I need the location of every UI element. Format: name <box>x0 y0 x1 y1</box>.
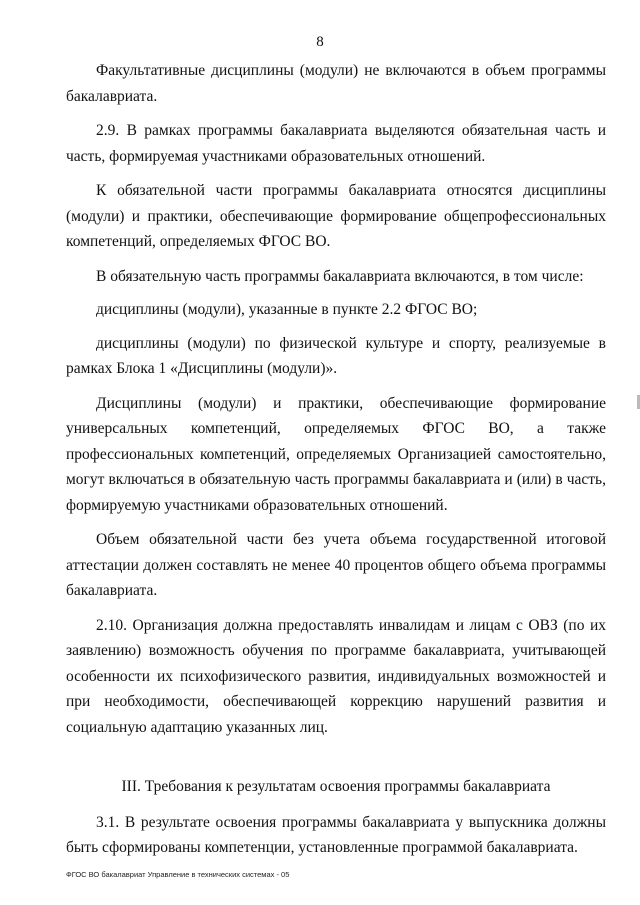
document-body <box>66 58 606 870</box>
paragraph-volume-40-percent: Объем обязательной части без учета объема государственной итоговой аттестации должен составлять не менее 40 процентов общего объема программы бакалавриата. <box>66 531 606 599</box>
paragraph-3-1: 3.1. В результате освоения программы бакалавриата у выпускника должны быть сформированы компетенции, установленные программой бакалавриата. <box>66 813 606 856</box>
list-item-disciplines-2-2: дисциплины (модули), указанные в пункте 2.2 ФГОС ВО; <box>96 301 478 318</box>
paragraph-2-9: 2.9. В рамках программы бакалавриата выделяются обязательная часть и часть, формируемая участниками образовательных отношений. <box>66 122 606 165</box>
paragraph-mandatory-part: К обязательной части программы бакалавриата относятся дисциплины (модули) и практики, обеспечивающие формирование общепрофессиональных компетенций, определяемых ФГОС ВО. <box>66 182 606 250</box>
paragraph-optional-disciplines: Факультативные дисциплины (модули) не включаются в объем программы бакалавриата. <box>66 62 606 105</box>
section-heading: III. Требования к результатам освоения программы бакалавриата <box>121 778 551 795</box>
paragraph-includes: В обязательную часть программы бакалавриата включаются, в том числе: <box>96 267 584 285</box>
page-footer: ФГОС ВО бакалавриат Управление в технических системах - 05 <box>66 870 290 879</box>
paragraph-universal-competencies: Дисциплины (модули) и практики, обеспечивающие формирование универсальных компетенций, определяемых ФГОС ВО, а также профессиональных компетенций, определяемых Организацией самостоятельно, могут включаться в обязательную часть программы бакалавриата и (или) в часть, формируемую участниками образовательных отношений. <box>66 394 606 514</box>
page-number: 8 <box>316 34 324 50</box>
list-item-physical-culture: дисциплины (модули) по физической культуре и спорту, реализуемые в рамках Блока 1 «Дисциплины (модули)». <box>66 334 606 377</box>
paragraph-2-10: 2.10. Организация должна предоставлять инвалидам и лицам с ОВЗ (по их заявлению) возможность обучения по программе бакалавриата, учитывающей особенности их психофизического развития, индивидуальных возможностей и при необходимости, обеспечивающей коррекцию нарушений развития и социальную адаптацию указанных лиц. <box>66 616 606 736</box>
